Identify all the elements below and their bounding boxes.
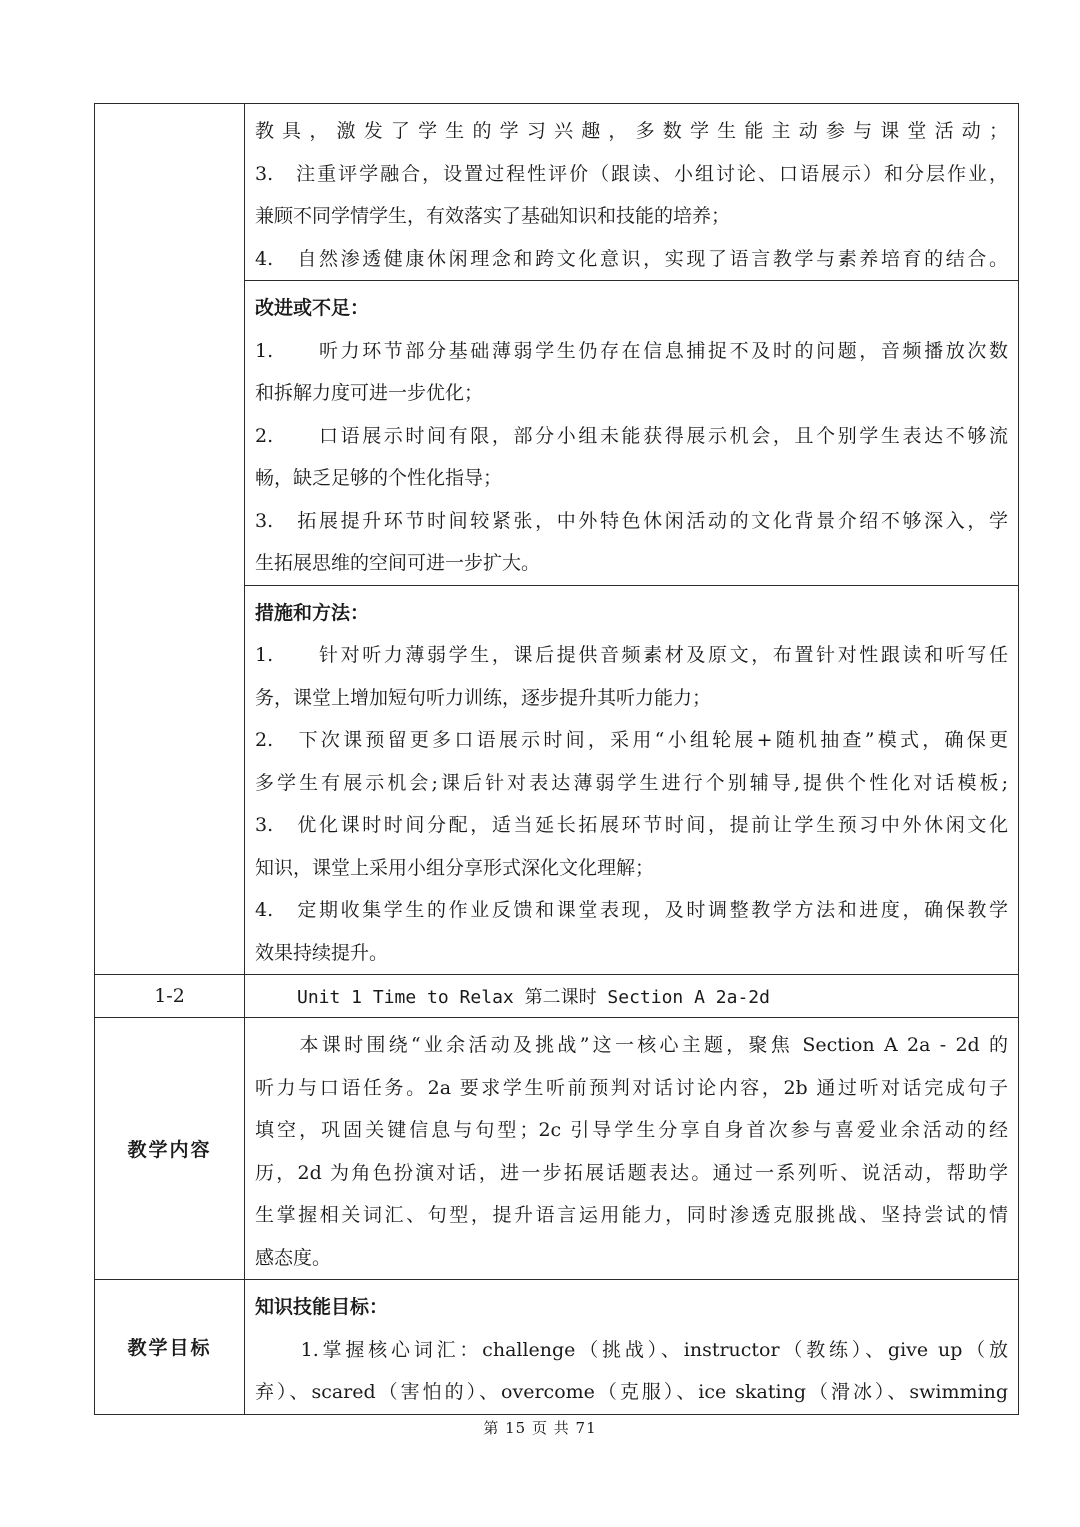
lesson-number: 1-2 xyxy=(95,975,245,1018)
measures-line: 1. 针对听力薄弱学生，课后提供音频素材及原文，布置针对性跟读和听写任 xyxy=(255,644,1008,666)
teaching-content-line: 历，2d 为角色扮演对话，进一步拓展话题表达。通过一系列听、说活动，帮助学 xyxy=(255,1161,1008,1184)
page-number-footer: 第 15 页 共 71 xyxy=(483,1419,597,1437)
reflection-line: 4. 自然渗透健康休闲理念和跨文化意识，实现了语言教学与素养培育的结合。 xyxy=(255,247,1008,270)
teaching-goals-row xyxy=(95,1280,1019,1415)
lesson-title: Unit 1 Time to Relax 第二课时 Section A 2a-2d xyxy=(245,975,1019,1018)
shortcomings-line: 1. 听力环节部分基础薄弱学生仍存在信息捕捉不及时的问题，音频播放次数 xyxy=(255,339,1008,362)
teaching-content-line: 生掌握相关词汇、句型，提升语言运用能力，同时渗透克服挑战、坚持尝试的情 xyxy=(255,1204,1008,1226)
shortcomings-line: 2. 口语展示时间有限，部分小组未能获得展示机会，且个别学生表达不够流 xyxy=(255,424,1008,447)
reflection-label-cell xyxy=(95,104,245,975)
teaching-goals-line: 1.掌握核心词汇：challenge（挑战）、instructor（教练）、give up（放 xyxy=(255,1338,1008,1361)
teaching-goals-label: 教学目标 xyxy=(95,1280,245,1415)
shortcomings-line: 生拓展思维的空间可进一步扩大。 xyxy=(255,552,541,574)
measures-line: 4. 定期收集学生的作业反馈和课堂表现，及时调整教学方法和进度，确保教学 xyxy=(255,899,1008,921)
lesson-plan-table xyxy=(94,103,1019,1415)
measures-line: 务，课堂上增加短句听力训练，逐步提升其听力能力； xyxy=(255,686,712,709)
shortcomings-heading: 改进或不足： xyxy=(255,297,370,319)
teaching-goals-cell xyxy=(245,1280,1019,1415)
teaching-content-line: 本课时围绕“业余活动及挑战”这一核心主题，聚焦 Section A 2a - 2d 的 xyxy=(255,1034,1008,1056)
measures-line: 效果持续提升。 xyxy=(255,941,389,964)
measures-line: 3. 优化课时时间分配，适当延长拓展环节时间，提前让学生预习中外休闲文化 xyxy=(255,814,1008,836)
reflection-line: 3. 注重评学融合，设置过程性评价（跟读、小组讨论、口语展示）和分层作业， xyxy=(255,162,1008,185)
teaching-content-line: 听力与口语任务。2a 要求学生听前预判对话讨论内容，2b 通过听对话完成句子 xyxy=(255,1076,1008,1099)
teaching-goals-line: 弃）、scared（害怕的）、overcome（克服）、ice skating（滑冰）、swimming xyxy=(255,1381,1008,1403)
reflection-line: 教具，激发了学生的学习兴趣，多数学生能主动参与课堂活动； xyxy=(255,120,1008,142)
measures-cell xyxy=(245,585,1019,975)
teaching-content-row xyxy=(95,1018,1019,1280)
teaching-content-cell xyxy=(245,1018,1019,1280)
teaching-content-line: 感态度。 xyxy=(255,1246,332,1269)
measures-line: 知识，课堂上采用小组分享形式深化文化理解； xyxy=(255,856,655,879)
measures-line: 多学生有展示机会;课后针对表达薄弱学生进行个别辅导,提供个性化对话模板; xyxy=(255,771,1008,794)
measures-heading: 措施和方法： xyxy=(255,601,370,624)
teaching-goals-heading: 知识技能目标： xyxy=(255,1296,389,1318)
teaching-content-label: 教学内容 xyxy=(95,1018,245,1280)
shortcomings-line: 和拆解力度可进一步优化； xyxy=(255,382,484,404)
teaching-content-line: 填空，巩固关键信息与句型；2c 引导学生分享自身首次参与喜爱业余活动的经 xyxy=(255,1119,1008,1141)
measures-line: 2. 下次课预留更多口语展示时间，采用“小组轮展+随机抽查”模式，确保更 xyxy=(255,729,1008,751)
shortcomings-line: 畅，缺乏足够的个性化指导； xyxy=(255,467,503,489)
reflection-line: 兼顾不同学情学生，有效落实了基础知识和技能的培养； xyxy=(255,205,731,227)
reflection-cell xyxy=(245,104,1019,281)
lesson-title-row xyxy=(95,975,1019,1018)
shortcomings-line: 3. 拓展提升环节时间较紧张，中外特色休闲活动的文化背景介绍不够深入，学 xyxy=(255,509,1008,532)
shortcomings-cell xyxy=(245,281,1019,586)
reflection-row xyxy=(95,104,1019,281)
